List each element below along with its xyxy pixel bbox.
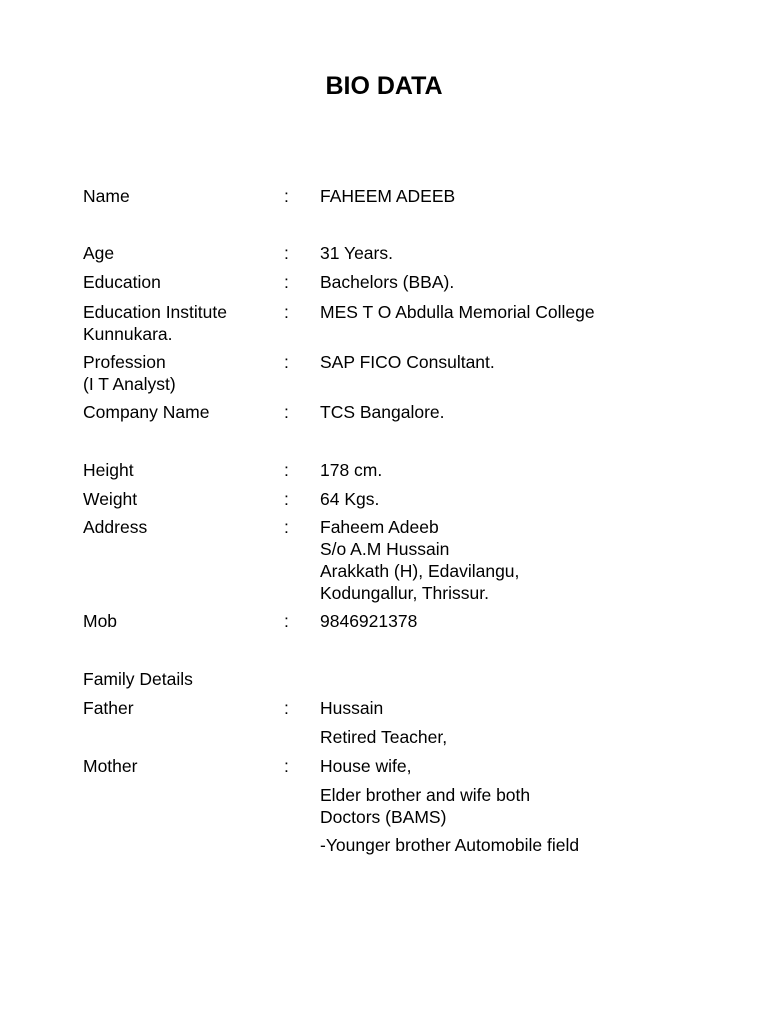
profession-label-continued: (I T Analyst)	[83, 374, 176, 394]
education-institute-separator: :	[284, 302, 289, 322]
weight-value: 64 Kgs.	[320, 489, 380, 509]
name-value: FAHEEM ADEEB	[320, 186, 456, 206]
address-line: Kodungallur, Thrissur.	[320, 583, 489, 603]
father-note: Retired Teacher,	[320, 727, 448, 747]
father-value: Hussain	[320, 698, 384, 718]
address-line: S/o A.M Hussain	[320, 539, 450, 559]
age-separator: :	[284, 243, 289, 263]
younger-brother-line: -Younger brother Automobile field	[320, 835, 580, 855]
profession-separator: :	[284, 352, 289, 372]
mob-separator: :	[284, 611, 289, 631]
address-line: Faheem Adeeb	[320, 517, 439, 537]
education-label: Education	[83, 272, 161, 292]
address-line: Arakkath (H), Edavilangu,	[320, 561, 520, 581]
mob-value: 9846921378	[320, 611, 418, 631]
height-label: Height	[83, 460, 134, 480]
document-title: BIO DATA	[325, 72, 443, 100]
siblings-line: Elder brother and wife both	[320, 785, 531, 805]
weight-separator: :	[284, 489, 289, 509]
family-details-heading: Family Details	[83, 669, 193, 689]
profession-value: SAP FICO Consultant.	[320, 352, 495, 372]
education-institute-label: Education Institute	[83, 302, 227, 322]
company-name-value: TCS Bangalore.	[320, 402, 445, 422]
mob-label: Mob	[83, 611, 118, 631]
education-separator: :	[284, 272, 289, 292]
company-name-separator: :	[284, 402, 289, 422]
height-separator: :	[284, 460, 289, 480]
name-separator: :	[284, 186, 289, 206]
address-separator: :	[284, 517, 289, 537]
father-separator: :	[284, 698, 289, 718]
siblings-line: Doctors (BAMS)	[320, 807, 447, 827]
address-label: Address	[83, 517, 148, 537]
education-institute-value: MES T O Abdulla Memorial College	[320, 302, 595, 322]
name-label: Name	[83, 186, 130, 206]
mother-value: House wife,	[320, 756, 412, 776]
father-label: Father	[83, 698, 134, 718]
mother-separator: :	[284, 756, 289, 776]
education-value: Bachelors (BBA).	[320, 272, 455, 292]
age-label: Age	[83, 243, 115, 263]
age-value: 31 Years.	[320, 243, 393, 263]
height-value: 178 cm.	[320, 460, 383, 480]
mother-label: Mother	[83, 756, 138, 776]
education-institute-label-continued: Kunnukara.	[83, 324, 173, 344]
profession-label: Profession	[83, 352, 166, 372]
company-name-label: Company Name	[83, 402, 210, 422]
weight-label: Weight	[83, 489, 138, 509]
